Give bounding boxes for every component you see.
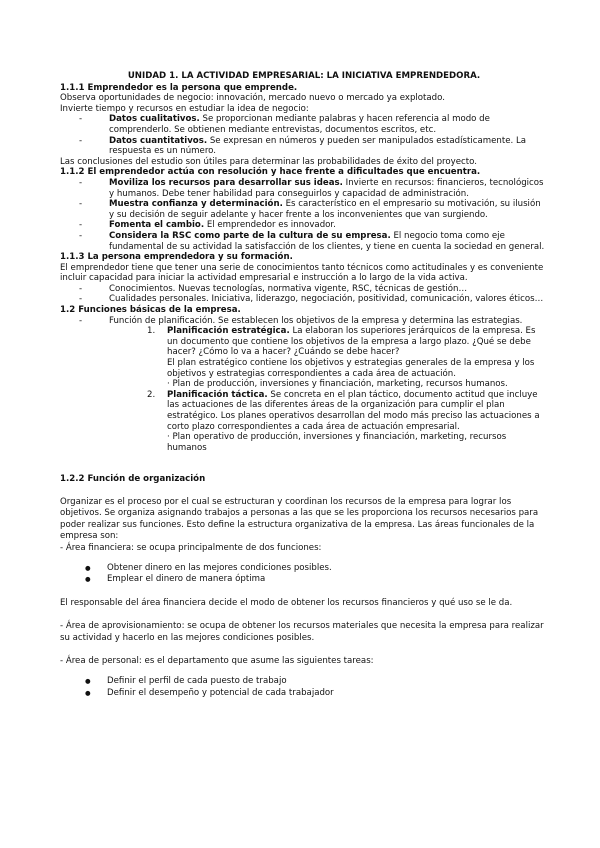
text-change: El emprendedor es innovador. — [204, 220, 336, 231]
heading-1-1-2: 1.1.2 El emprendedor actúa con resolución y hace frente a dificultades que encuentra. — [60, 167, 481, 178]
area-procurement: - Área de aprovisionamiento: se ocupa de obtener los recursos materiales que necesita la empresa para realizar su actividad y hacerlo en las mejores condiciones posibles. — [60, 621, 544, 643]
term-tactical: Planificación táctica. — [167, 389, 268, 400]
list-item-rsc — [60, 231, 548, 252]
bullet-use-money: ● Emplear el dinero de manera óptima — [60, 574, 548, 585]
list-item-planning: - Función de planificación. Se establecen los objetivos de la empresa y determina las estrategias. — [60, 316, 548, 327]
heading-1-1-1: 1.1.1 Emprendedor es la persona que emprende. — [60, 82, 298, 93]
bullet-job-profile: ● Definir el perfil de cada puesto de trabajo — [60, 676, 548, 687]
list-item-quantitative — [60, 136, 548, 157]
area-financial: - Área financiera: se ocupa principalmente de dos funciones: — [60, 542, 322, 553]
document-page — [60, 71, 548, 699]
term-quantitative: Datos cuantitativos. — [109, 135, 208, 146]
paragraph-organization: Organizar es el proceso por el cual se estructuran y coordinan los recursos de la empresa para lograr los objetivos. Se organiza asignando trabajos a personas a las que se les proporciona los recursos necesarios para poder realizar sus funciones. Esto define la estructura organizativa de la empresa. Las áreas funcionales de la empresa son: — [60, 496, 539, 542]
paragraph-financial-responsible: El responsable del área financiera decide el modo de obtener los recursos financieros y qué uso se le da. — [60, 597, 513, 608]
paragraph-formation: El emprendedor tiene que tener una serie de conocimientos tanto técnicos como actitudinales y es conveniente incluir capacidad para iniciar la actividad empresarial e instrucción a lo largo de la vida activa. — [60, 262, 544, 284]
list-item-mobilize — [60, 178, 548, 199]
numbered-item-tactical — [60, 390, 548, 432]
heading-1-2-2: 1.2.2 Función de organización — [60, 474, 206, 485]
list-item-knowledge: - Conocimientos. Nuevas tecnologías, normativa vigente, RSC, técnicas de gestión… — [60, 284, 548, 295]
strategic-plan-description: El plan estratégico contiene los objetivos y estrategias generales de la empresa y los objetivos y estrategias correspondientes a cada área de actuación. — [167, 358, 535, 379]
bullet-obtain-money: ● Obtener dinero en las mejores condiciones posibles. — [60, 563, 548, 574]
numbered-item-strategic — [60, 326, 548, 358]
text-mobilize: Invierte en recursos: financieros, tecnológicos y humanos. Debe tener habilidad para conseguirlos y capacidad de administración. — [109, 177, 544, 199]
text-rsc: El negocio toma como eje fundamental de su actividad la satisfacción de los clientes, y tiene en cuenta la sociedad en general. — [109, 230, 545, 252]
paragraph-opportunities: Observa oportunidades de negocio: innovación, mercado nuevo o mercado ya explotado. — [60, 93, 445, 104]
list-item-qualitative — [60, 114, 548, 135]
text-strategic: La elaboran los superiores jerárquicos de la empresa. Es un documento que contiene los objetivos de la empresa a largo plazo. ¿Qué se debe hacer? ¿Cómo lo va a hacer? ¿Cuándo se debe hacer? — [167, 326, 536, 358]
unit-title: UNIDAD 1. LA ACTIVIDAD EMPRESARIAL: LA INICIATIVA EMPRENDEDORA. — [127, 71, 481, 81]
term-strategic: Planificación estratégica. — [167, 326, 290, 337]
heading-1-1-3: 1.1.3 La persona emprendedora y su formación. — [60, 252, 293, 263]
list-item-change — [60, 220, 548, 231]
list-item-confidence — [60, 199, 548, 220]
bullet-performance: ● Definir el desempeño y potencial de cada trabajador — [60, 688, 548, 699]
text-tactical: Se concreta en el plan táctico, documento actitud que incluye las actuaciones de las diferentes áreas de la organización para cumplir el plan estratégico. Los planes operativos desarrollan del modo más preciso las actuaciones a corto plazo correspondientes a cada área de actuación empresarial. — [167, 389, 540, 432]
number-1: 1. — [147, 326, 156, 337]
paragraph-conclusions: Las conclusiones del estudio son útiles para determinar las probabilidades de éxito del proyecto. — [60, 156, 477, 167]
term-qualitative: Datos cualitativos. — [109, 114, 200, 125]
tactical-plan-list: · Plan operativo de producción, inversiones y financiación, marketing, recursos humanos — [167, 432, 507, 453]
term-change: Fomenta el cambio. — [109, 220, 205, 231]
text-quantitative: Se expresan en números y pueden ser manipulados estadísticamente. La respuesta es un número. — [109, 135, 527, 157]
term-confidence: Muestra confianza y determinación. — [109, 199, 283, 210]
list-item-qualities: - Cualidades personales. Iniciativa, liderazgo, negociación, positividad, comunicación, valores éticos… — [60, 294, 548, 305]
number-2: 2. — [147, 389, 156, 400]
heading-1-2: 1.2 Funciones básicas de la empresa. — [60, 305, 241, 316]
strategic-plan-list: · Plan de producción, inversiones y financiación, marketing, recursos humanos. — [167, 379, 508, 390]
area-personnel: - Área de personal: es el departamento que asume las siguientes tareas: — [60, 656, 374, 667]
text-confidence: Es característico en el empresario su motivación, su ilusión y su decisión de seguir adelante y hacer frente a los inconvenientes que van surgiendo. — [109, 199, 541, 220]
term-mobilize: Moviliza los recursos para desarrollar sus ideas. — [109, 177, 343, 188]
term-rsc: Considera la RSC como parte de la cultura de su empresa. — [109, 230, 391, 241]
text-qualitative: Se proporcionan mediante palabras y hacen referencia al modo de comprenderlo. Se obtienen mediante entrevistas, documentos escritos, etc. — [109, 114, 490, 135]
paragraph-invests: Invierte tiempo y recursos en estudiar la idea de negocio: — [60, 103, 309, 114]
